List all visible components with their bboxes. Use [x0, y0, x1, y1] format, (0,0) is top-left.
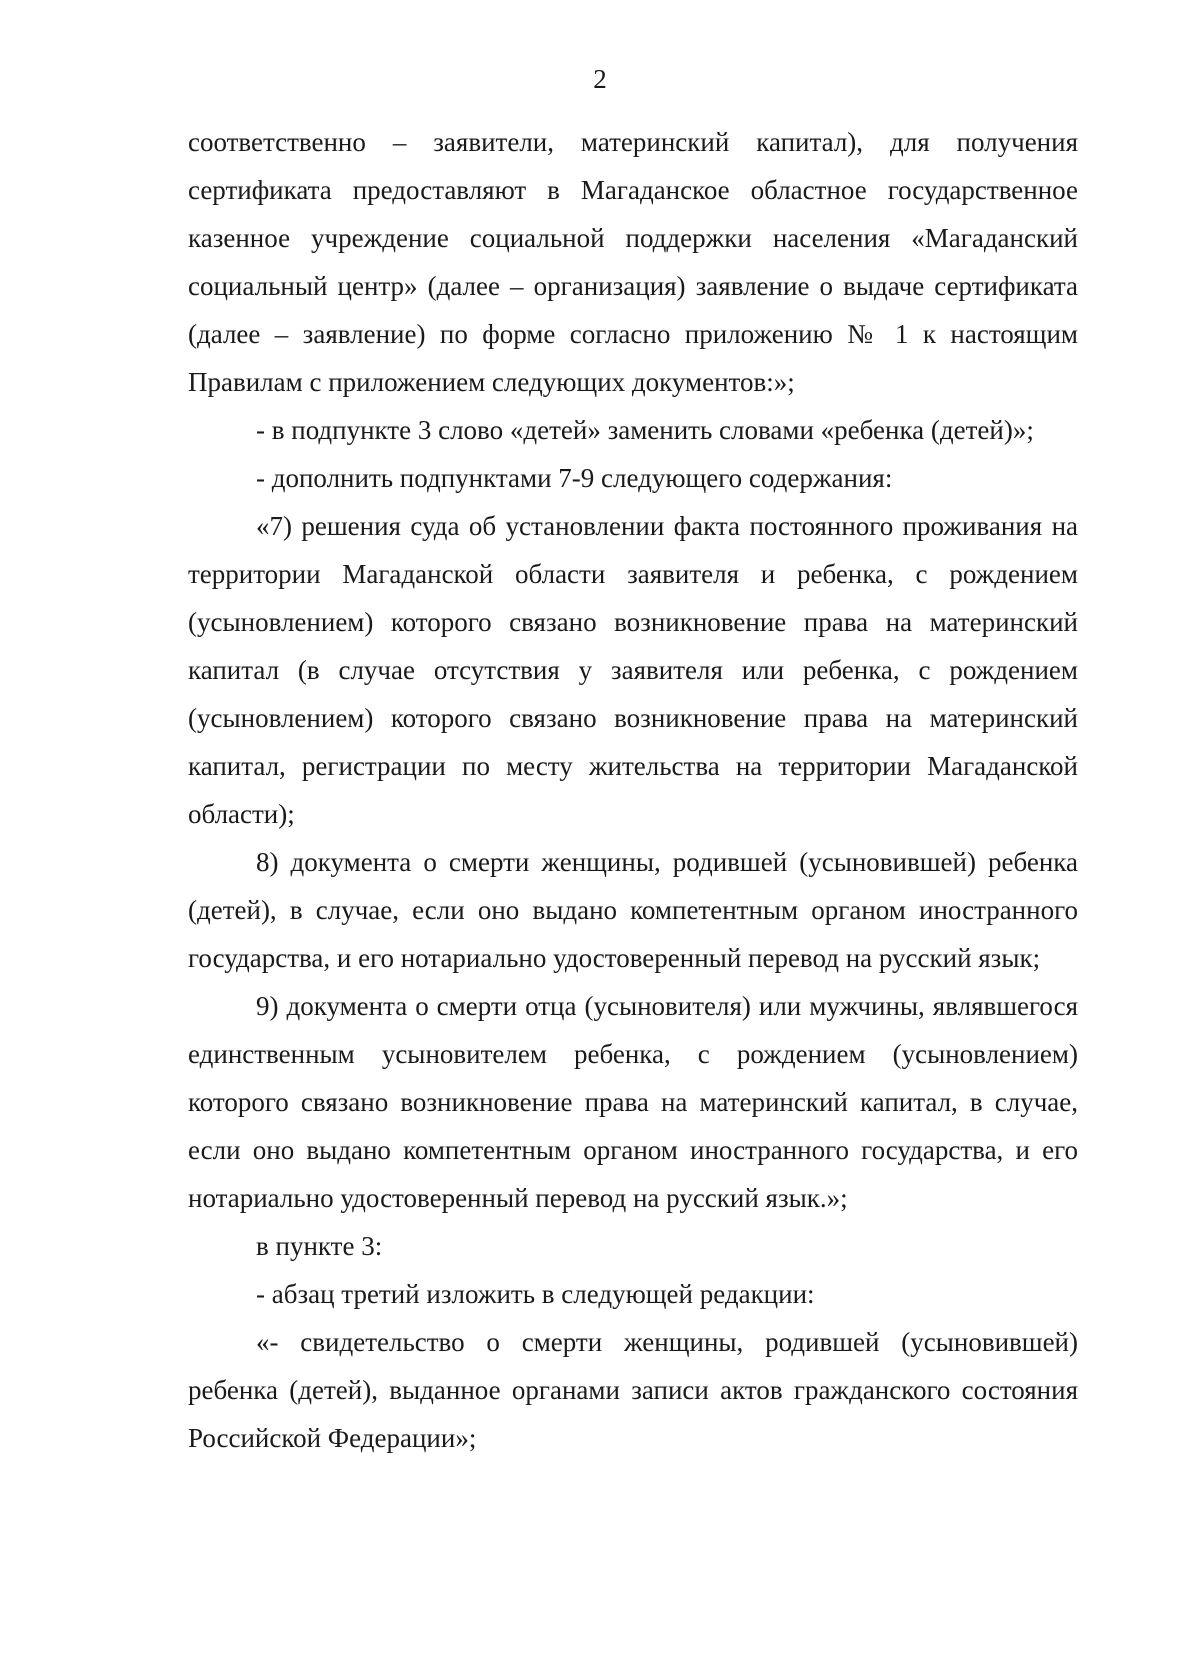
paragraph-intro-continuation: соответственно – заявители, материнский капитал), для получения сертификата предоставляют в Магаданское областное государственное казенное учреждение социальной поддержки населения «Магаданский социальный центр» (далее – организация) заявление о выдаче сертификата (далее – заявление) по форме согласно приложению № 1 к настоящим Правилам с приложением следующих документов:»; — [188, 127, 1078, 397]
paragraph-death-certificate: «- свидетельство о смерти женщины, родившей (усыновившей) ребенка (детей), выданное органами записи актов гражданского состояния Российской Федерации»; — [188, 1327, 1078, 1453]
paragraph-subpoint-9: 9) документа о смерти отца (усыновителя) или мужчины, являвшегося единственным усыновителем ребенка, с рождением (усыновлением) которого связано возникновение права на материнский капитал, в случае, если оно выдано компетентным органом иностранного государства, и его нотариально удостоверенный перевод на русский язык.»; — [188, 991, 1078, 1213]
document-body — [188, 118, 1078, 1462]
paragraph-subpoint-3-amendment: - в подпункте 3 слово «детей» заменить словами «ребенка (детей)»; — [256, 415, 1034, 445]
paragraph-add-subpoints: - дополнить подпунктами 7-9 следующего содержания: — [256, 463, 893, 493]
page-number: 2 — [593, 64, 607, 94]
paragraph-subpoint-8: 8) документа о смерти женщины, родившей (усыновившей) ребенка (детей), в случае, если оно выдано компетентным органом иностранного государства, и его нотариально удостоверенный перевод на русский язык; — [188, 847, 1078, 973]
paragraph-point-3-heading: в пункте 3: — [256, 1231, 383, 1261]
paragraph-subpoint-7: «7) решения суда об установлении факта постоянного проживания на территории Магаданской области заявителя и ребенка, с рождением (усыновлением) которого связано возникновение права на материнский капитал (в случае отсутствия у заявителя или ребенка, с рождением (усыновлением) которого связано возникновение права на материнский капитал, регистрации по месту жительства на территории Магаданской области); — [188, 511, 1078, 829]
paragraph-third-abstract: - абзац третий изложить в следующей редакции: — [256, 1279, 815, 1309]
